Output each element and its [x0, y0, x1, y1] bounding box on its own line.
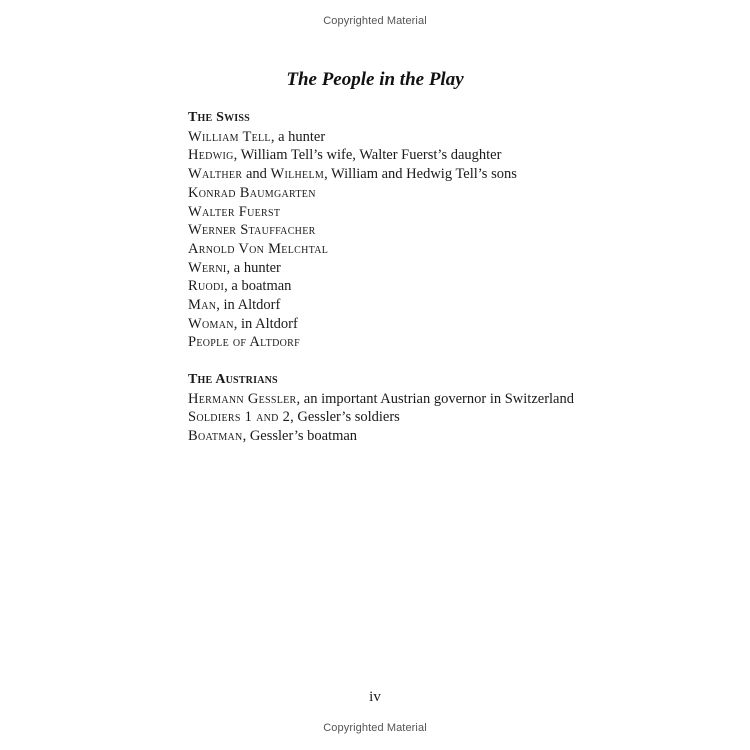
- cast-list: [188, 109, 608, 446]
- section-austrians: [188, 371, 608, 446]
- character-name: Walter Fuerst: [188, 203, 281, 220]
- cast-entry-walter-fuerst: [188, 203, 608, 222]
- cast-entry-people-of-altdorf: [188, 333, 608, 352]
- character-name: Boatman: [188, 427, 243, 444]
- character-description: , in Altdorf: [216, 297, 281, 314]
- cast-entry-woman: [188, 315, 608, 334]
- character-description: , a hunter: [226, 259, 281, 276]
- character-description: , Gessler’s boatman: [242, 427, 358, 444]
- section-heading: The Swiss: [188, 110, 250, 125]
- cast-entry-ruodi: [188, 277, 608, 296]
- character-name: Arnold Von Melchtal: [188, 240, 329, 257]
- character-description: and: [242, 166, 271, 183]
- character-name: Walther: [188, 166, 243, 183]
- character-name: Werner Stauffacher: [188, 222, 316, 239]
- copyright-watermark-bottom: Copyrighted Material: [323, 722, 427, 734]
- character-description: , a boatman: [224, 278, 292, 295]
- character-description: , William and Hedwig Tell’s sons: [324, 166, 517, 183]
- character-name: William Tell: [188, 128, 271, 145]
- character-description: , William Tell’s wife, Walter Fuerst’s daughter: [233, 147, 502, 164]
- cast-entry-hedwig: [188, 146, 608, 165]
- character-name: Ruodi: [188, 278, 225, 295]
- section-swiss: [188, 109, 608, 352]
- character-name: Hedwig: [188, 147, 234, 164]
- character-name: Man: [188, 297, 217, 314]
- section-heading: The Austrians: [188, 371, 278, 387]
- character-description: , in Altdorf: [233, 315, 298, 332]
- cast-entry-soldiers: [188, 408, 608, 427]
- cast-entry-hermann-gessler: [188, 390, 608, 409]
- page-title: The People in the Play: [286, 69, 464, 90]
- character-name: Woman: [188, 315, 234, 332]
- character-description: , a hunter: [270, 128, 326, 145]
- copyright-watermark-top: Copyrighted Material: [323, 15, 427, 27]
- cast-entry-boatman: [188, 427, 608, 446]
- cast-entry-werni: [188, 259, 608, 278]
- character-name: Soldiers 1 and 2: [188, 409, 291, 426]
- character-name: Werni: [188, 259, 227, 276]
- character-name: Wilhelm: [270, 166, 325, 183]
- character-description: , an important Austrian governor in Switzerland: [296, 390, 574, 407]
- cast-entry-william-tell: [188, 128, 608, 147]
- cast-entry-werner-stauffacher: [188, 221, 608, 240]
- cast-entry-arnold-von-melchtal: [188, 240, 608, 259]
- cast-entry-konrad-baumgarten: [188, 184, 608, 203]
- page-number: iv: [369, 689, 381, 705]
- cast-entry-man: [188, 296, 608, 315]
- character-name: Konrad Baumgarten: [188, 184, 316, 201]
- character-name: People of Altdorf: [188, 334, 300, 351]
- character-name: Hermann Gessler: [188, 390, 297, 407]
- character-description: , Gessler’s soldiers: [290, 409, 400, 426]
- cast-entry-walther-wilhelm: [188, 165, 608, 184]
